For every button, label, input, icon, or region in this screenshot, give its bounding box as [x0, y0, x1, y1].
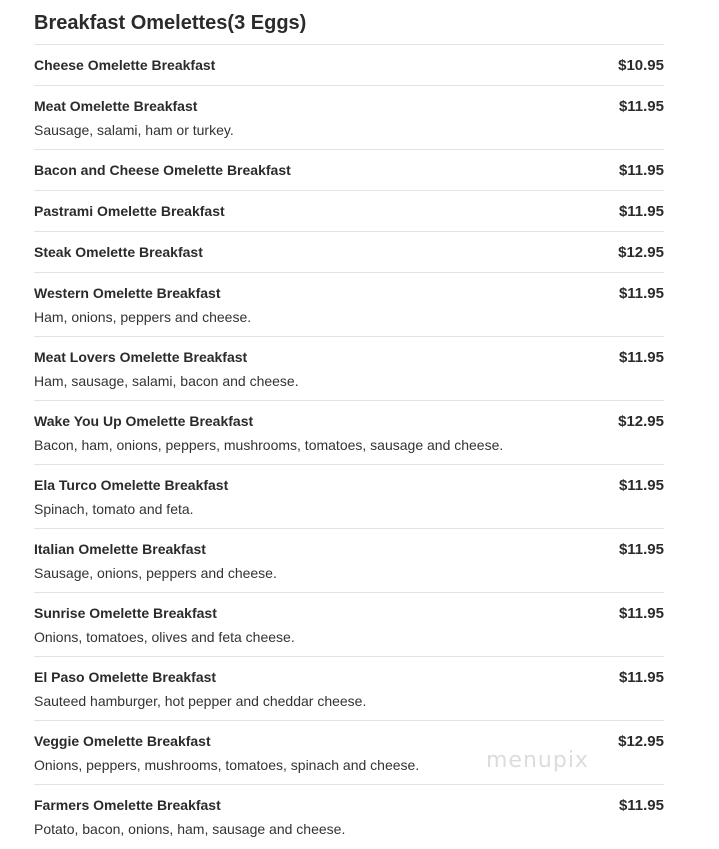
item-description: Ham, sausage, salami, bacon and cheese. [34, 373, 299, 389]
menu-item [34, 45, 664, 86]
item-name: Bacon and Cheese Omelette Breakfast [34, 162, 291, 178]
item-description: Onions, peppers, mushrooms, tomatoes, spinach and cheese. [34, 757, 420, 773]
item-price: $11.95 [618, 98, 664, 115]
menu-item [34, 232, 664, 273]
item-name: Steak Omelette Breakfast [34, 244, 203, 260]
item-price: $11.95 [618, 162, 664, 179]
item-description: Ham, onions, peppers and cheese. [34, 309, 252, 325]
menu-item [34, 465, 664, 529]
item-description: Bacon, ham, onions, peppers, mushrooms, tomatoes, sausage and cheese. [34, 437, 504, 453]
item-description: Sauteed hamburger, hot pepper and cheddar cheese. [34, 693, 367, 709]
item-name: Wake You Up Omelette Breakfast [34, 413, 254, 429]
item-price: $11.95 [618, 797, 664, 814]
item-description: Spinach, tomato and feta. [34, 501, 194, 517]
item-price: $11.95 [618, 203, 664, 220]
item-name: Italian Omelette Breakfast [34, 541, 206, 557]
item-price: $12.95 [618, 244, 664, 261]
item-price: $11.95 [618, 477, 664, 494]
item-price: $11.95 [618, 669, 664, 686]
item-description: Potato, bacon, onions, ham, sausage and cheese. [34, 821, 346, 837]
item-name: Pastrami Omelette Breakfast [34, 203, 225, 219]
menu-item [34, 337, 664, 401]
menu-item [34, 785, 664, 849]
menu-item [34, 86, 664, 150]
item-name: Western Omelette Breakfast [34, 285, 221, 301]
item-name: Meat Omelette Breakfast [34, 98, 198, 114]
section-title: Breakfast Omelettes(3 Eggs) [34, 0, 664, 45]
item-name: Meat Lovers Omelette Breakfast [34, 349, 248, 365]
item-price: $11.95 [618, 349, 664, 366]
menu-item [34, 593, 664, 657]
item-price: $11.95 [618, 285, 664, 302]
watermark-logo: menupix [486, 748, 589, 773]
item-name: Veggie Omelette Breakfast [34, 733, 211, 749]
item-description: Sausage, salami, ham or turkey. [34, 122, 234, 138]
menu-item [34, 529, 664, 593]
item-name: Sunrise Omelette Breakfast [34, 605, 217, 621]
item-name: Ela Turco Omelette Breakfast [34, 477, 229, 493]
item-price: $11.95 [618, 605, 664, 622]
menu-item [34, 401, 664, 465]
item-description: Sausage, onions, peppers and cheese. [34, 565, 277, 581]
menu-item [34, 191, 664, 232]
item-price: $11.95 [618, 541, 664, 558]
item-name: Cheese Omelette Breakfast [34, 57, 216, 73]
menu-item [34, 273, 664, 337]
menu-item [34, 657, 664, 721]
item-price: $12.95 [618, 733, 664, 750]
menu-section [34, 0, 664, 849]
item-price: $12.95 [618, 413, 664, 430]
item-description: Onions, tomatoes, olives and feta cheese. [34, 629, 295, 645]
item-name: Farmers Omelette Breakfast [34, 797, 221, 813]
menu-item [34, 150, 664, 191]
item-price: $10.95 [618, 57, 664, 74]
item-name: El Paso Omelette Breakfast [34, 669, 217, 685]
